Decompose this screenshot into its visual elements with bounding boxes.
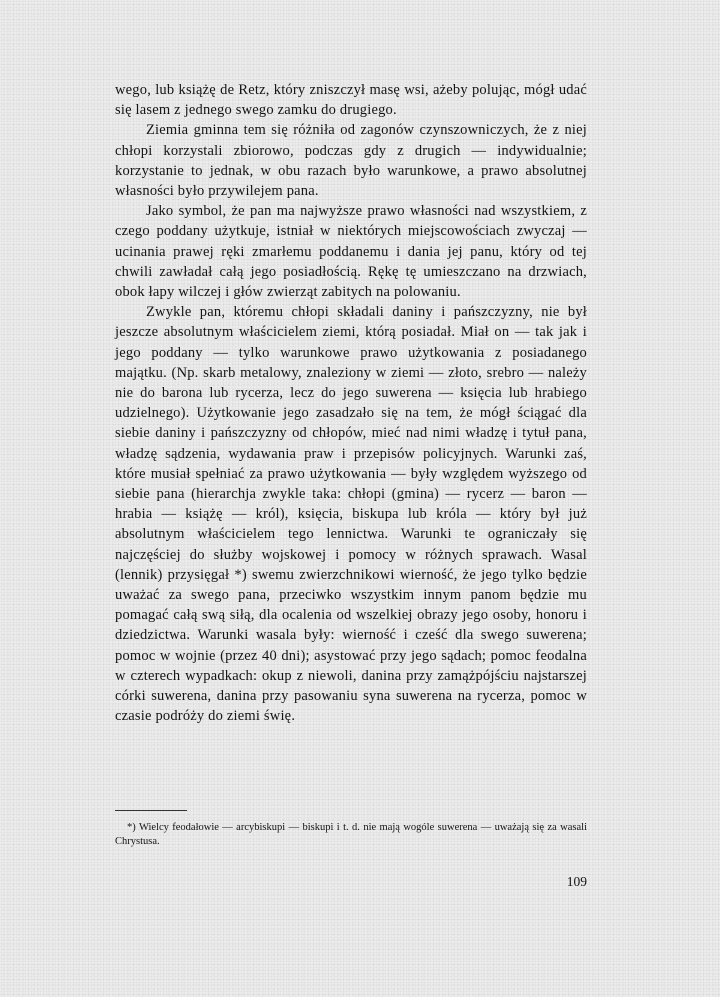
paragraph: Jako symbol, że pan ma najwyższe prawo własności nad wszystkiem, z czego poddany użytkuje, istniał w niektórych miejscowościach zwyczaj — ucinania prawej ręki zmarłemu poddanemu i dania jej panu, który od tej chwili zawładał całą jego posiadłością. Rękę tę umieszczano na drzwiach, obok łapy wilczej i głów zwierząt zabitych na polowaniu. — [115, 203, 587, 301]
paragraph: Ziemia gminna tem się różniła od zagonów czynszowniczych, że z niej chłopi korzystali zbiorowo, podczas gdy z drugich — indywidualnie; korzystanie to jednak, w obu razach było warunkowe, a prawo absolutnej własności było przywilejem pana. — [115, 122, 587, 200]
footnote: *) Wielcy feodałowie — arcybiskupi — biskupi i t. d. nie mają wogóle suwerena — uważają się za wasali Chrystusa. — [115, 822, 587, 847]
paragraph-continuation: wego, lub książę de Retz, który zniszczył masę wsi, ażeby polując, mógł udać się lasem z jednego swego zamku do drugiego. — [115, 82, 587, 119]
main-text — [115, 80, 587, 727]
page-number: 109 — [566, 874, 587, 889]
footnote-divider — [115, 810, 187, 811]
paragraph: Zwykle pan, któremu chłopi składali daniny i pańszczyzny, nie był jeszcze absolutnym właścicielem ziemi, którą posiadał. Miał on — tak jak i jego poddany — tylko warunkowe prawo użytkowania z posiadanego majątku. (Np. skarb metalowy, znaleziony w ziemi — złoto, srebro — należy nie do barona lub rycerza, lecz do jego suwerena — księcia lub hrabiego udzielnego). Użytkowanie jego zasadzało się na tem, że mógł ściągać dla siebie daniny i pańszczyzny od chłopów, mieć nad nimi władzę i tytuł pana, władzę sądzenia, wydawania praw i przepisów policyjnych. Warunki zaś, które musiał spełniać za prawo użytkowania — były względem wyższego od siebie pana (hierarchja zwykle taka: chłopi (gmina) — rycerz — baron — hrabia — książę — król), księcia, biskupa lub króla — który był już absolutnym właścicielem tego lennictwa. Warunki te ograniczały się najczęściej do służby wojskowej i pomocy w różnych sprawach. Wasal (lennik) przysięgał *) swemu zwierzchnikowi wierność, że jego tylko będzie uważać za swego pana, przeciwko wszystkim innym panom będzie mu pomagać całą swą siłą, dla ocalenia od wszelkiej obrazy jego osoby, honoru i dziedzictwa. Warunki wasala były: wierność i cześć dla swego suwerena; pomoc w wojnie (przez 40 dni); asystować przy jego sądach; pomoc feodalna w czterech wypadkach: okup z niewoli, danina przy zamążpójściu najstarszej córki suwerena, danina przy pasowaniu syna suwerena na rycerza, pomoc w czasie podróży do ziemi świę. — [115, 304, 587, 725]
